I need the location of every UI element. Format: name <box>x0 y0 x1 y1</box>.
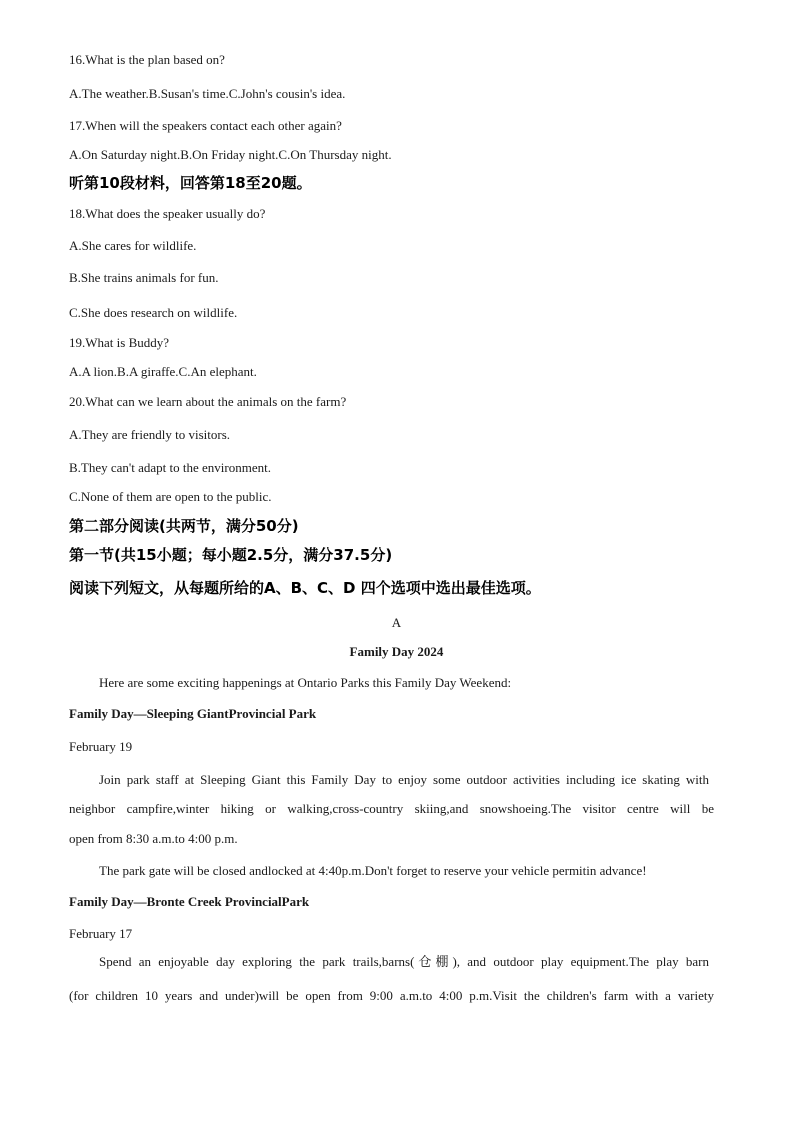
question-20-option-b: B.They can't adapt to the environment. <box>69 460 271 475</box>
question-17-options: A.On Saturday night.B.On Friday night.C.On Thursday night. <box>69 147 392 162</box>
passage-letter: A <box>391 615 402 630</box>
section-one-heading: 第一节(共15小题；每小题2.5分，满分37.5分) <box>69 546 393 564</box>
question-16-options: A.The weather.B.Susan's time.C.John's cousin's idea. <box>69 86 346 101</box>
event-1-date: February 19 <box>69 739 133 754</box>
passage-intro: Here are some exciting happenings at Ontario Parks this Family Day Weekend: <box>99 675 512 690</box>
question-17: 17.When will the speakers contact each other again? <box>69 118 342 133</box>
question-18: 18.What does the speaker usually do? <box>69 206 266 221</box>
question-20: 20.What can we learn about the animals on the farm? <box>69 394 347 409</box>
event-1-paragraph-1-line-3: open from 8:30 a.m.to 4:00 p.m. <box>69 831 238 846</box>
event-1-paragraph-2: The park gate will be closed andlocked at 4:40p.m.Don't forget to reserve your vehicle permitin advance! <box>99 863 647 878</box>
question-18-option-a: A.She cares for wildlife. <box>69 238 197 253</box>
event-1-paragraph-1-line-1: Join park staff at Sleeping Giant this Family Day to enjoy some outdoor activities including ice skating with <box>99 772 709 787</box>
part-two-heading: 第二部分阅读(共两节，满分50分) <box>69 517 299 535</box>
event-1-paragraph-1-line-2: neighbor campfire,winter hiking or walking,cross-country skiing,and snowshoeing.The visitor centre will be <box>69 801 714 816</box>
event-1-title: Family Day—Sleeping GiantProvincial Park <box>69 706 317 721</box>
passage-title: Family Day 2024 <box>349 644 444 659</box>
reading-instruction: 阅读下列短文，从每题所给的A、B、C、D 四个选项中选出最佳选项。 <box>69 579 541 597</box>
question-19: 19.What is Buddy? <box>69 335 170 350</box>
event-2-date: February 17 <box>69 926 133 941</box>
question-20-option-c: C.None of them are open to the public. <box>69 489 272 504</box>
event-2-title: Family Day—Bronte Creek ProvincialPark <box>69 894 310 909</box>
question-18-option-c: C.She does research on wildlife. <box>69 305 238 320</box>
section-10-heading: 听第10段材料，回答第18至20题。 <box>69 174 312 192</box>
event-2-paragraph-1-line-1: Spend an enjoyable day exploring the park trails,barns(仓棚), and outdoor play equipment.The play barn <box>99 954 709 969</box>
event-2-paragraph-1-line-2: (for children 10 years and under)will be open from 9:00 a.m.to 4:00 p.m.Visit the children's farm with a variety <box>69 988 714 1003</box>
question-18-option-b: B.She trains animals for fun. <box>69 270 219 285</box>
question-20-option-a: A.They are friendly to visitors. <box>69 427 231 442</box>
question-16: 16.What is the plan based on? <box>69 52 225 67</box>
question-19-options: A.A lion.B.A giraffe.C.An elephant. <box>69 364 257 379</box>
